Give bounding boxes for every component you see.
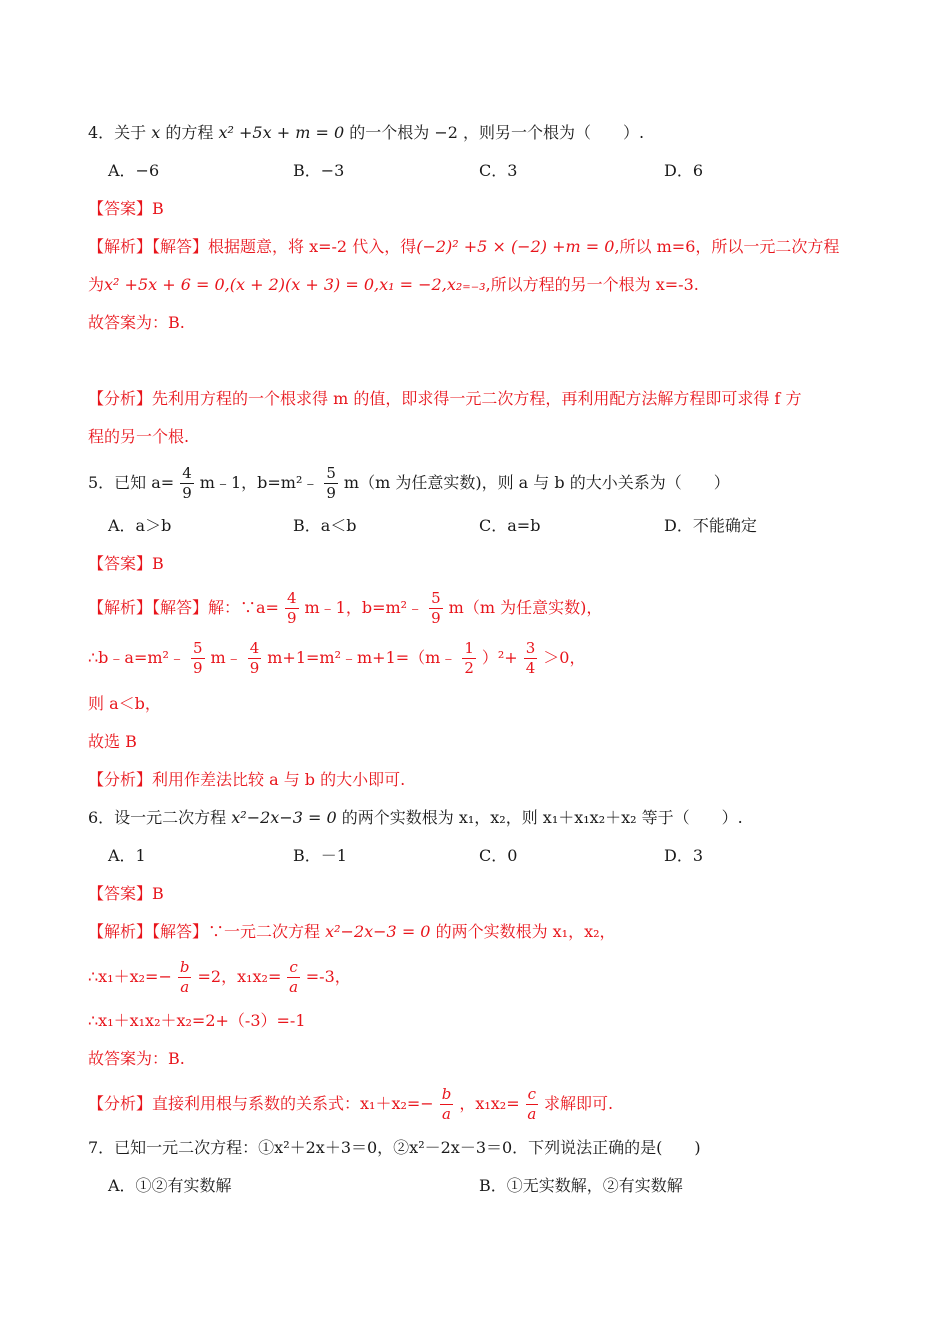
q4-analysis-line1: 【分析】先利用方程的一个根求得 m 的值，即求得一元二次方程，再利用配方法解方程即可求得 f 方 — [88, 389, 802, 408]
q4-expl-text4: ,所以方程的另一个根为 x=-3. — [485, 275, 699, 294]
q4-expl-eq: (−2)² +5 × (−2) +m = 0 — [416, 237, 615, 256]
q4-expl-eq2: x² +5x + 6 = 0,(x + 2)(x + 3) = 0,x₁ = −2,x₂₌₋₃ — [104, 275, 486, 294]
q6-option-d: D．3 — [664, 846, 704, 865]
q5-explanation-line3: 则 a＜b， — [88, 694, 161, 713]
q6-expl-eq: x²−2x−3 = 0 — [325, 922, 431, 941]
q5-explanation-line1 — [88, 591, 602, 626]
q6-option-c: C．0 — [479, 846, 518, 865]
q5-analysis: 【分析】利用作差法比较 a 与 b 的大小即可. — [88, 770, 406, 789]
q6-fraction-b-a — [178, 960, 192, 995]
q5-option-b: B．a＜b — [293, 516, 357, 535]
fraction-numerator: 5 — [431, 589, 441, 607]
q6-expl-text4: =2，x₁x₂= — [197, 967, 282, 986]
q6-explanation-line3: ∴x₁＋x₁x₂＋x₂=2+（-3）=-1 — [88, 1011, 306, 1030]
fraction-numerator: c — [527, 1085, 537, 1103]
q5-expl-fraction-5-9 — [429, 591, 443, 626]
q4-equation: x² +5x + m = 0 — [218, 123, 345, 142]
fraction-numerator: 4 — [249, 639, 260, 657]
q5-stem-text: 5．已知 a= — [88, 473, 175, 492]
q5-expl-text6: m+1=m²﹣m+1=（m﹣ — [267, 648, 457, 667]
q4-explanation-line1 — [88, 236, 839, 258]
q5-stem — [88, 466, 730, 501]
q4-option-b: B．−3 — [293, 161, 345, 180]
q5-expl-text3: m（m 为任意实数)， — [448, 598, 603, 617]
fraction-denominator: 9 — [182, 484, 192, 502]
q6-stem-text2: 的两个实数根为 x₁，x₂，则 x₁＋x₁x₂＋x₂ 等于（ ）. — [336, 808, 743, 827]
fraction-numerator: 4 — [182, 464, 192, 482]
q4-stem — [88, 122, 644, 144]
q6-answer: 【答案】B — [88, 884, 164, 903]
q6-analysis-text: 【分析】直接利用根与系数的关系式：x₁＋x₂=− — [88, 1094, 434, 1113]
q6-analysis-fraction-b-a — [440, 1087, 454, 1122]
fraction-denominator: 4 — [525, 659, 536, 677]
q6-equation: x²−2x−3 = 0 — [231, 808, 337, 827]
q5-answer: 【答案】B — [88, 554, 164, 573]
q4-option-c: C．3 — [479, 161, 518, 180]
q4-analysis-line2: 程的另一个根. — [88, 427, 190, 446]
fraction-numerator: 4 — [286, 589, 297, 607]
q5-expl-text: 【解析】【解答】解：∵a= — [88, 598, 279, 617]
fraction-denominator: 9 — [249, 659, 260, 677]
q5-fraction-4-9 — [180, 466, 194, 501]
fraction-denominator: a — [289, 978, 299, 996]
q7-option-a: A．①②有实数解 — [108, 1176, 232, 1195]
q6-conclusion: 故答案为：B. — [88, 1049, 185, 1068]
q4-stem-text: 4．关于 — [88, 123, 152, 142]
fraction-numerator: b — [179, 958, 190, 976]
fraction-denominator: 9 — [286, 609, 297, 627]
q7-stem: 7．已知一元二次方程：①x²＋2x＋3＝0，②x²－2x－3＝0．下列说法正确的是( ) — [88, 1138, 701, 1157]
q4-answer: 【答案】B — [88, 199, 164, 218]
q5-conclusion: 故选 B — [88, 732, 137, 751]
q6-expl-text3: ∴x₁＋x₂=− — [88, 967, 172, 986]
q5-explanation-line2 — [88, 641, 585, 676]
q6-stem — [88, 807, 743, 829]
q6-option-a: A．1 — [108, 846, 146, 865]
q5-expl-text2: m﹣1，b=m²﹣ — [304, 598, 424, 617]
q4-expl-text3: 为 — [88, 275, 105, 294]
q6-explanation-line1 — [88, 921, 616, 943]
q5-expl-fraction-4-9b — [248, 641, 262, 676]
q5-expl-fraction-1-2 — [462, 641, 476, 676]
q4-explanation-line2 — [88, 274, 699, 296]
fraction-denominator: 9 — [431, 609, 441, 627]
fraction-numerator: 5 — [326, 464, 336, 482]
fraction-denominator: a — [442, 1105, 451, 1123]
q6-analysis-text2: ，x₁x₂= — [459, 1094, 520, 1113]
q5-expl-text7: ）²+ — [481, 648, 518, 667]
q4-stem-text2: 的方程 — [160, 123, 219, 142]
q5-expl-fraction-4-9 — [285, 591, 299, 626]
q6-option-b: B．－1 — [293, 846, 347, 865]
q4-option-d: D．6 — [664, 161, 704, 180]
q6-analysis — [88, 1087, 613, 1122]
q7-option-b: B．①无实数解，②有实数解 — [479, 1176, 683, 1195]
q5-fraction-5-9 — [324, 466, 338, 501]
q6-expl-text2: 的两个实数根为 x₁，x₂， — [430, 922, 616, 941]
q6-expl-text: 【解析】【解答】∵一元二次方程 — [88, 922, 326, 941]
q4-stem-var: x — [151, 123, 161, 142]
q6-explanation-line2 — [88, 960, 351, 995]
fraction-denominator: 2 — [464, 659, 474, 677]
fraction-denominator: 9 — [326, 484, 336, 502]
q5-expl-text5: m﹣ — [210, 648, 242, 667]
q6-analysis-fraction-c-a — [526, 1087, 538, 1122]
fraction-denominator: a — [527, 1105, 537, 1123]
fraction-numerator: c — [289, 958, 298, 976]
q5-option-c: C．a=b — [479, 516, 541, 535]
fraction-numerator: 3 — [525, 639, 536, 657]
q4-option-a: A．−6 — [108, 161, 160, 180]
q5-option-d: D．不能确定 — [664, 516, 757, 535]
q6-analysis-text3: 求解即可. — [544, 1094, 614, 1113]
fraction-numerator: b — [441, 1085, 452, 1103]
q6-stem-text: 6．设一元二次方程 — [88, 808, 232, 827]
fraction-numerator: 1 — [464, 639, 474, 657]
fraction-denominator: 9 — [192, 659, 203, 677]
q4-stem-text3: 的一个根为 −2 ，则另一个根为（ ）. — [344, 123, 645, 142]
q4-expl-text: 【解析】【解答】根据题意，将 x=-2 代入，得 — [88, 237, 417, 256]
fraction-numerator: 5 — [192, 639, 203, 657]
q5-option-a: A．a＞b — [108, 516, 172, 535]
q6-fraction-c-a — [287, 960, 299, 995]
q5-expl-text4: ∴b﹣a=m²﹣ — [88, 648, 185, 667]
q5-expl-text8: ＞0， — [543, 648, 586, 667]
q5-expl-fraction-5-9b — [191, 641, 205, 676]
fraction-denominator: a — [180, 978, 190, 996]
q4-expl-text2: ,所以 m=6，所以一元二次方程 — [614, 237, 840, 256]
q6-expl-text5: =-3， — [305, 967, 351, 986]
q5-stem-text3: m（m 为任意实数)，则 a 与 b 的大小关系为（ ） — [343, 473, 730, 492]
q5-expl-fraction-3-4 — [524, 641, 538, 676]
q5-stem-text2: m﹣1，b=m²﹣ — [199, 473, 319, 492]
q4-conclusion: 故答案为：B. — [88, 313, 185, 332]
